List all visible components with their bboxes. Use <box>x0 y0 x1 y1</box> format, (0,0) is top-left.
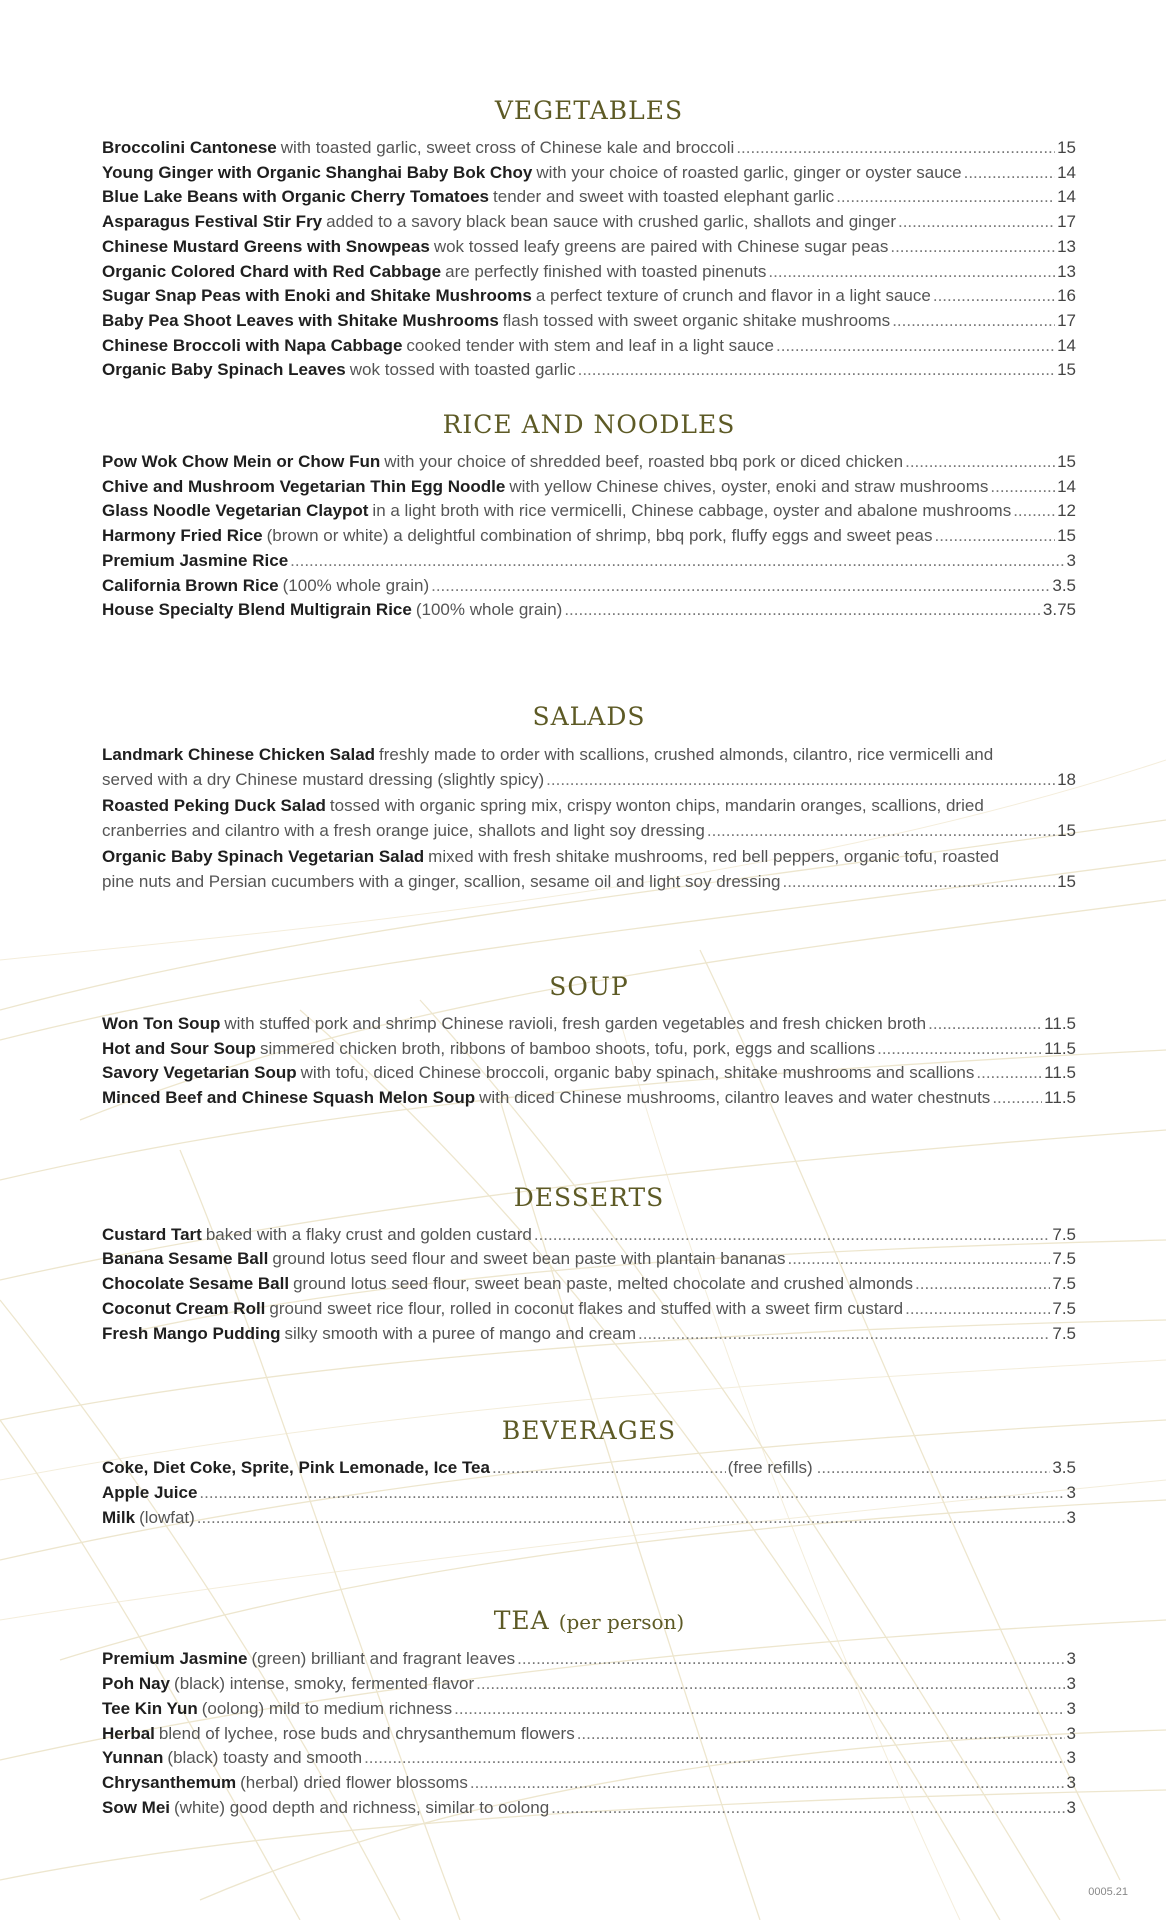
vegetables-list <box>102 136 1076 383</box>
item-description: with your choice of shredded beef, roasted bbq pork or diced chicken <box>384 452 904 472</box>
item-name: Coconut Cream Roll <box>102 1298 266 1318</box>
item-name: Hot and Sour Soup <box>102 1038 256 1058</box>
dot-leader <box>933 284 1055 309</box>
menu-item <box>102 598 1076 623</box>
menu-item <box>102 1796 1076 1821</box>
item-price: 15 <box>1057 821 1076 841</box>
dot-leader <box>992 1086 1042 1111</box>
dot-leader <box>290 549 1064 574</box>
menu-item <box>102 574 1076 599</box>
menu-item <box>102 1647 1076 1672</box>
dot-leader <box>197 1506 1065 1531</box>
item-line-1 <box>102 793 1076 819</box>
item-price: 7.5 <box>1052 1323 1076 1343</box>
menu-item <box>102 1746 1076 1771</box>
dot-leader <box>578 358 1055 383</box>
item-name: Yunnan <box>102 1748 164 1768</box>
item-price: 3 <box>1066 1748 1076 1768</box>
item-name: Banana Sesame Ball <box>102 1249 269 1269</box>
menu-item <box>102 235 1076 260</box>
item-description: in a light broth with rice vermicelli, Chinese cabbage, oyster and abalone mushrooms <box>372 501 1012 521</box>
menu-item <box>102 1506 1076 1531</box>
section-title-tea <box>102 1606 1076 1637</box>
item-line-2 <box>102 818 1076 844</box>
menu-item <box>102 136 1076 161</box>
item-name: Young Ginger with Organic Shanghai Baby Bok Choy <box>102 162 533 182</box>
section-rice-noodles <box>102 410 1076 623</box>
item-name: House Specialty Blend Multigrain Rice <box>102 600 412 620</box>
item-price: 12 <box>1057 501 1076 521</box>
section-desserts <box>102 1183 1076 1347</box>
section-beverages <box>102 1416 1076 1530</box>
item-description: ground lotus seed flour and sweet bean paste with plantain bananas <box>272 1249 786 1269</box>
item-price: 7.5 <box>1052 1274 1076 1294</box>
dot-leader <box>915 1272 1050 1297</box>
menu-item <box>102 1697 1076 1722</box>
section-title-vegetables: VEGETABLES <box>494 96 684 125</box>
dot-leader <box>782 869 1055 895</box>
item-price: 11.5 <box>1044 1013 1076 1033</box>
item-name: Roasted Peking Duck Salad <box>102 795 326 815</box>
dot-leader <box>517 1647 1064 1672</box>
item-price: 3 <box>1066 1482 1076 1502</box>
menu-item <box>102 1223 1076 1248</box>
menu-item <box>102 499 1076 524</box>
menu-item <box>102 524 1076 549</box>
item-price: 14 <box>1057 476 1076 496</box>
item-price: 15 <box>1057 360 1076 380</box>
item-price: 15 <box>1057 452 1076 472</box>
dot-leader <box>638 1322 1050 1347</box>
item-price: 3.5 <box>1052 575 1076 595</box>
item-description-continued: pine nuts and Persian cucumbers with a ginger, scallion, sesame oil and light soy dressing <box>102 872 781 892</box>
item-description: cooked tender with stem and leaf in a light sauce <box>406 335 775 355</box>
section-title-desserts: DESSERTS <box>513 1182 665 1212</box>
menu-item <box>102 1722 1076 1747</box>
section-vegetables <box>102 96 1076 383</box>
item-name: Tee Kin Yun <box>102 1698 198 1718</box>
tea-title: TEA <box>493 1606 550 1636</box>
dot-leader <box>898 210 1055 235</box>
item-description: with your choice of roasted garlic, ginger or oyster sauce <box>536 162 962 182</box>
dot-leader <box>546 767 1055 793</box>
item-description: flash tossed with sweet organic shitake mushrooms <box>502 310 891 330</box>
item-description: with tofu, diced Chinese broccoli, organic baby spinach, shitake mushrooms and scallions <box>300 1063 975 1083</box>
item-name: Custard Tart <box>102 1224 202 1244</box>
section-soup <box>102 972 1076 1111</box>
item-name: Glass Noodle Vegetarian Claypot <box>102 501 369 521</box>
item-name: California Brown Rice <box>102 575 279 595</box>
menu-item <box>102 1297 1076 1322</box>
item-name: Harmony Fried Rice <box>102 526 263 546</box>
item-name: Blue Lake Beans with Organic Cherry Tomatoes <box>102 187 490 207</box>
item-description: tender and sweet with toasted elephant garlic <box>493 187 835 207</box>
menu-item <box>102 1456 1076 1481</box>
item-description: (black) intense, smoky, fermented flavor <box>174 1674 475 1694</box>
dot-leader <box>817 1456 1051 1481</box>
item-description: tossed with organic spring mix, crispy wonton chips, mandarin oranges, scallions, dried <box>329 795 984 815</box>
menu-item <box>102 549 1076 574</box>
menu-item <box>102 475 1076 500</box>
item-name: Milk <box>102 1507 136 1527</box>
menu-item <box>102 1012 1076 1037</box>
item-description: (lowfat) <box>139 1507 195 1527</box>
tea-subtitle: (per person) <box>558 1610 685 1635</box>
dot-leader <box>976 1061 1042 1086</box>
dot-leader <box>905 1297 1050 1322</box>
salads-list <box>102 742 1076 895</box>
item-description: ground sweet rice flour, rolled in coconut flakes and stuffed with a sweet firm custard <box>269 1298 904 1318</box>
item-name: Organic Baby Spinach Leaves <box>102 360 346 380</box>
item-description: baked with a flaky crust and golden custard <box>205 1224 532 1244</box>
item-description: (white) good depth and richness, similar to oolong <box>174 1797 550 1817</box>
item-description-continued: cranberries and cilantro with a fresh orange juice, shallots and light soy dressing <box>102 821 705 841</box>
menu-item <box>102 210 1076 235</box>
menu-item <box>102 844 1076 895</box>
item-description: ground lotus seed flour, sweet bean paste, melted chocolate and crushed almonds <box>293 1274 914 1294</box>
item-name: Poh Nay <box>102 1674 171 1694</box>
item-name: Premium Jasmine <box>102 1649 248 1669</box>
item-name: Broccolini Cantonese <box>102 138 277 157</box>
item-price: 15 <box>1057 872 1076 892</box>
section-title-beverages: BEVERAGES <box>501 1416 677 1446</box>
item-name: Won Ton Soup <box>102 1013 221 1033</box>
item-price: 14 <box>1057 162 1076 182</box>
item-price: 3 <box>1066 550 1076 570</box>
item-description: (brown or white) a delightful combination of shrimp, bbq pork, fluffy eggs and sweet peas <box>266 526 933 546</box>
item-line-1 <box>102 742 1076 768</box>
menu-item <box>102 1061 1076 1086</box>
item-price: 3 <box>1066 1649 1076 1669</box>
item-price: 3.75 <box>1042 600 1076 620</box>
menu-item <box>102 1247 1076 1272</box>
item-name: Savory Vegetarian Soup <box>102 1063 297 1083</box>
item-description: freshly made to order with scallions, crushed almonds, cilantro, rice vermicelli and <box>379 744 994 764</box>
item-name: Landmark Chinese Chicken Salad <box>102 744 376 764</box>
item-name: Chinese Mustard Greens with Snowpeas <box>102 236 430 256</box>
item-name: Organic Colored Chard with Red Cabbage <box>102 261 442 281</box>
item-line-2 <box>102 767 1076 793</box>
menu-item <box>102 1086 1076 1111</box>
item-description: added to a savory black bean sauce with crushed garlic, shallots and ginger <box>326 212 896 232</box>
menu-item <box>102 1037 1076 1062</box>
item-price: 7.5 <box>1052 1249 1076 1269</box>
dot-leader <box>776 334 1055 359</box>
item-price: 17 <box>1057 212 1076 232</box>
dot-leader <box>836 185 1055 210</box>
dot-leader <box>892 309 1055 334</box>
item-price: 7.5 <box>1052 1298 1076 1318</box>
item-name: Herbal <box>102 1723 155 1743</box>
menu-item <box>102 450 1076 475</box>
item-name: Chive and Mushroom Vegetarian Thin Egg Noodle <box>102 476 506 496</box>
item-line-1 <box>102 844 1076 870</box>
dot-leader <box>1013 499 1055 524</box>
item-description: (green) brilliant and fragrant leaves <box>251 1649 516 1669</box>
item-name: Apple Juice <box>102 1482 198 1502</box>
soup-list <box>102 1012 1076 1111</box>
menu-item <box>102 161 1076 186</box>
item-description: a perfect texture of crunch and flavor in a light sauce <box>535 286 931 306</box>
menu-item <box>102 793 1076 844</box>
menu-item <box>102 1672 1076 1697</box>
dot-leader <box>454 1697 1064 1722</box>
item-price: 14 <box>1057 187 1076 207</box>
menu-item <box>102 1322 1076 1347</box>
menu-item <box>102 742 1076 793</box>
item-price: 16 <box>1057 286 1076 306</box>
section-title-salads: SALADS <box>532 701 646 731</box>
item-description: (herbal) dried flower blossoms <box>240 1772 468 1792</box>
menu-item <box>102 358 1076 383</box>
item-description: (black) toasty and smooth <box>167 1748 363 1768</box>
menu-item <box>102 309 1076 334</box>
item-description: simmered chicken broth, ribbons of bamboo shoots, tofu, pork, eggs and scallions <box>259 1038 876 1058</box>
item-name: Chrysanthemum <box>102 1772 237 1792</box>
dot-leader <box>470 1771 1065 1796</box>
item-description: are perfectly finished with toasted pinenuts <box>445 261 767 281</box>
item-price: 11.5 <box>1044 1063 1076 1083</box>
dot-leader <box>990 475 1055 500</box>
item-price: 13 <box>1057 236 1076 256</box>
dot-leader <box>877 1037 1042 1062</box>
dot-leader <box>476 1672 1064 1697</box>
item-note: (free refills) <box>727 1458 813 1478</box>
item-price: 3 <box>1066 1723 1076 1743</box>
item-price: 3 <box>1066 1507 1076 1527</box>
item-description: with diced Chinese mushrooms, cilantro leaves and water chestnuts <box>479 1088 991 1108</box>
item-name: Coke, Diet Coke, Sprite, Pink Lemonade, Ice Tea <box>102 1458 490 1478</box>
dot-leader <box>768 260 1055 285</box>
item-description: silky smooth with a puree of mango and cream <box>284 1323 637 1343</box>
menu-item <box>102 284 1076 309</box>
item-name: Pow Wok Chow Mein or Chow Fun <box>102 452 381 472</box>
item-description: (oolong) mild to medium richness <box>201 1698 453 1718</box>
item-description: (100% whole grain) <box>415 600 563 620</box>
menu-item <box>102 185 1076 210</box>
menu-item <box>102 1481 1076 1506</box>
item-line-2 <box>102 869 1076 895</box>
dot-leader <box>964 161 1055 186</box>
item-name: Premium Jasmine Rice <box>102 550 289 570</box>
dot-leader <box>492 1456 726 1481</box>
dot-leader <box>577 1722 1065 1747</box>
item-name: Sow Mei <box>102 1797 171 1817</box>
dot-leader <box>928 1012 1042 1037</box>
dot-leader <box>431 574 1050 599</box>
item-description: (100% whole grain) <box>282 575 430 595</box>
item-description: wok tossed leafy greens are paired with Chinese sugar peas <box>433 236 889 256</box>
item-price: 15 <box>1057 138 1076 157</box>
item-name: Minced Beef and Chinese Squash Melon Soup <box>102 1088 476 1108</box>
item-description-continued: served with a dry Chinese mustard dressing (slightly spicy) <box>102 770 545 790</box>
item-price: 3 <box>1066 1797 1076 1817</box>
dot-leader <box>890 235 1055 260</box>
menu-item <box>102 334 1076 359</box>
dot-leader <box>551 1796 1064 1821</box>
menu-item <box>102 260 1076 285</box>
item-name: Baby Pea Shoot Leaves with Shitake Mushrooms <box>102 310 499 330</box>
dot-leader <box>788 1247 1051 1272</box>
item-description: with stuffed pork and shrimp Chinese ravioli, fresh garden vegetables and fresh chicken broth <box>224 1013 927 1033</box>
section-title-rice-noodles: RICE AND NOODLES <box>442 410 736 440</box>
print-code: 0005.21 <box>1088 1886 1128 1898</box>
menu-page <box>102 96 1076 1820</box>
section-salads <box>102 702 1076 895</box>
dot-leader <box>564 598 1041 623</box>
section-title-soup: SOUP <box>549 971 629 1001</box>
beverages-list <box>102 1456 1076 1530</box>
item-name: Fresh Mango Pudding <box>102 1323 281 1343</box>
item-price: 14 <box>1057 335 1076 355</box>
item-price: 7.5 <box>1052 1224 1076 1244</box>
dot-leader <box>736 136 1055 161</box>
item-price: 3 <box>1066 1698 1076 1718</box>
item-price: 17 <box>1057 310 1076 330</box>
dot-leader <box>534 1223 1051 1248</box>
dot-leader <box>935 524 1056 549</box>
dot-leader <box>707 818 1055 844</box>
menu-item <box>102 1272 1076 1297</box>
item-name: Chocolate Sesame Ball <box>102 1274 290 1294</box>
section-tea <box>102 1606 1076 1820</box>
dot-leader <box>905 450 1055 475</box>
item-description: with yellow Chinese chives, oyster, enoki and straw mushrooms <box>509 476 989 496</box>
menu-item <box>102 1771 1076 1796</box>
dot-leader <box>199 1481 1064 1506</box>
desserts-list <box>102 1223 1076 1347</box>
tea-list <box>102 1647 1076 1820</box>
item-price: 11.5 <box>1044 1038 1076 1058</box>
item-name: Asparagus Festival Stir Fry <box>102 212 323 232</box>
rice-noodles-list <box>102 450 1076 623</box>
item-name: Organic Baby Spinach Vegetarian Salad <box>102 846 425 866</box>
item-price: 15 <box>1057 526 1076 546</box>
item-name: Sugar Snap Peas with Enoki and Shitake Mushrooms <box>102 286 532 306</box>
dot-leader <box>364 1746 1064 1771</box>
item-price: 3 <box>1066 1674 1076 1694</box>
item-name: Chinese Broccoli with Napa Cabbage <box>102 335 403 355</box>
item-price: 3.5 <box>1052 1458 1076 1478</box>
item-description: wok tossed with toasted garlic <box>349 360 576 380</box>
item-price: 13 <box>1057 261 1076 281</box>
item-description: blend of lychee, rose buds and chrysanthemum flowers <box>158 1723 575 1743</box>
item-price: 11.5 <box>1044 1088 1076 1108</box>
item-price: 18 <box>1057 770 1076 790</box>
item-description: with toasted garlic, sweet cross of Chinese kale and broccoli <box>280 138 735 157</box>
item-description: mixed with fresh shitake mushrooms, red bell peppers, organic tofu, roasted <box>428 846 999 866</box>
item-price: 3 <box>1066 1772 1076 1792</box>
